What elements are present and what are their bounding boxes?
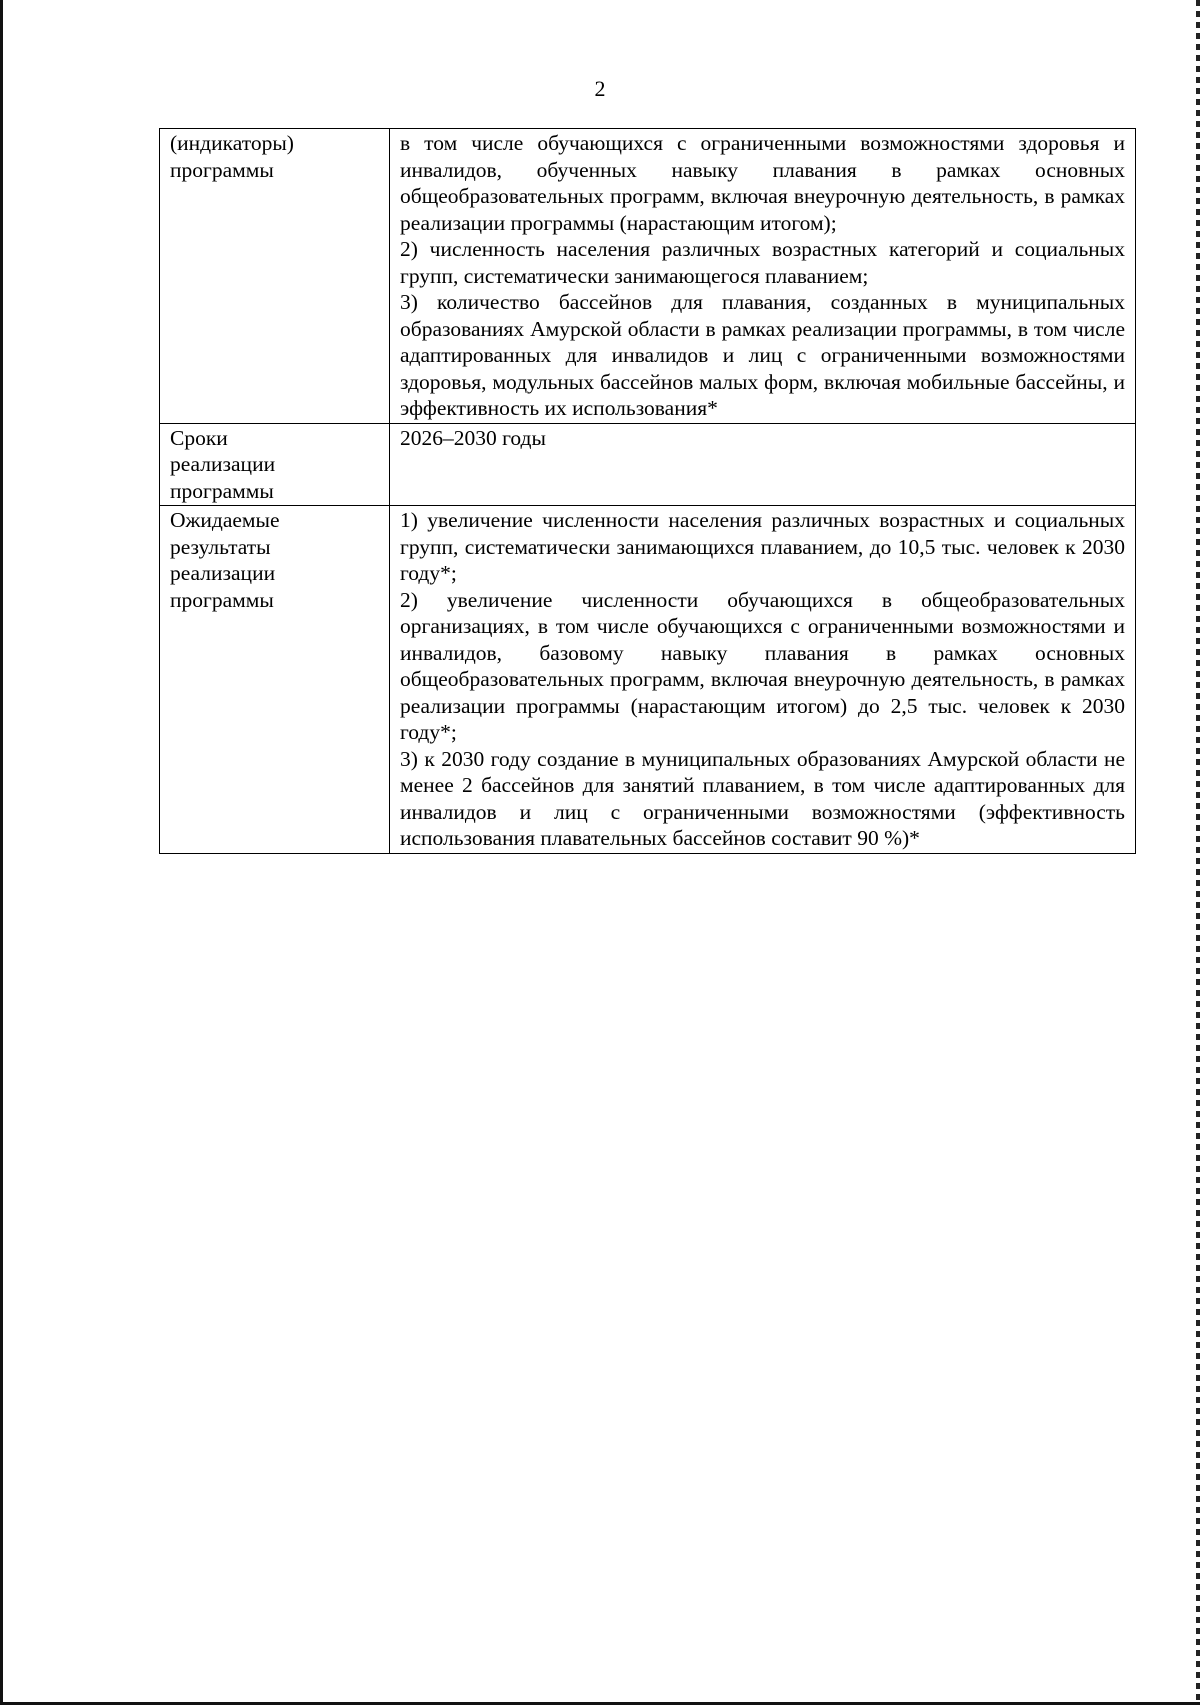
- row-label-line: (индикаторы): [170, 131, 294, 155]
- table-row-indicators: [160, 129, 1136, 424]
- scan-edge-left: [0, 0, 3, 1705]
- row-label-line: программы: [170, 587, 274, 612]
- row-label-line: программы: [170, 478, 274, 503]
- row-label-line: реализации: [170, 452, 276, 476]
- row-label-expected-results: [160, 506, 390, 854]
- content-paragraph: 3) к 2030 году создание в муниципальных образованиях Амурской области не менее 2 бассейнов для занятий плаванием, в том числе адаптированных для инвалидов и лиц с ограниченными возможностями (эффективность использования плавательных бассейнов составит 90 %)*: [400, 746, 1125, 850]
- content-paragraph: 3) количество бассейнов для плавания, созданных в муниципальных образованиях Амурской области в рамках реализации программы, в том числе адаптированных для инвалидов и лиц с ограниченными возможностями здоровья, модульных бассейнов малых форм, включая мобильные бассейны, и эффективность их использования*: [400, 290, 1125, 420]
- table-row-expected-results: [160, 506, 1136, 854]
- row-label-line: реализации: [170, 561, 276, 585]
- row-label-line: Ожидаемые: [170, 508, 280, 532]
- row-label-terms: [160, 423, 390, 506]
- content-paragraph: 2) численность населения различных возрастных категорий и социальных групп, систематически занимающегося плаванием;: [400, 237, 1125, 288]
- content-paragraph: 2026–2030 годы: [400, 425, 546, 450]
- row-content-expected-results: [390, 506, 1136, 854]
- row-label-line: результаты: [170, 534, 271, 559]
- content-paragraph: в том числе обучающихся с ограниченными возможностями здоровья и инвалидов, обученных навыку плавания в рамках основных общеобразовательных программ, включая внеурочную деятельность, в рамках реализации программы (нарастающим итогом);: [400, 131, 1125, 235]
- row-content-terms: [390, 423, 1136, 506]
- page-number: 2: [594, 76, 606, 101]
- content-paragraph: 2) увеличение численности обучающихся в общеобразовательных организациях, в том числе обучающихся с ограниченными возможностями и инвалидов, базовому навыку плавания в рамках основных общеобразовательных программ, включая внеурочную деятельность, в рамках реализации программы (нарастающим итогом) до 2,5 тыс. человек к 2030 году*;: [400, 587, 1125, 744]
- row-label-line: Сроки: [170, 425, 228, 450]
- program-passport-table: [159, 128, 1136, 854]
- row-label-indicators: [160, 129, 390, 424]
- row-content-indicators: [390, 129, 1136, 424]
- table-row-terms: [160, 423, 1136, 506]
- content-paragraph: 1) увеличение численности населения различных возрастных и социальных групп, систематически занимающихся плаванием, до 10,5 тыс. человек к 2030 году*;: [400, 508, 1125, 585]
- scan-edge-right: [1196, 0, 1200, 1705]
- row-label-line: программы: [170, 157, 274, 182]
